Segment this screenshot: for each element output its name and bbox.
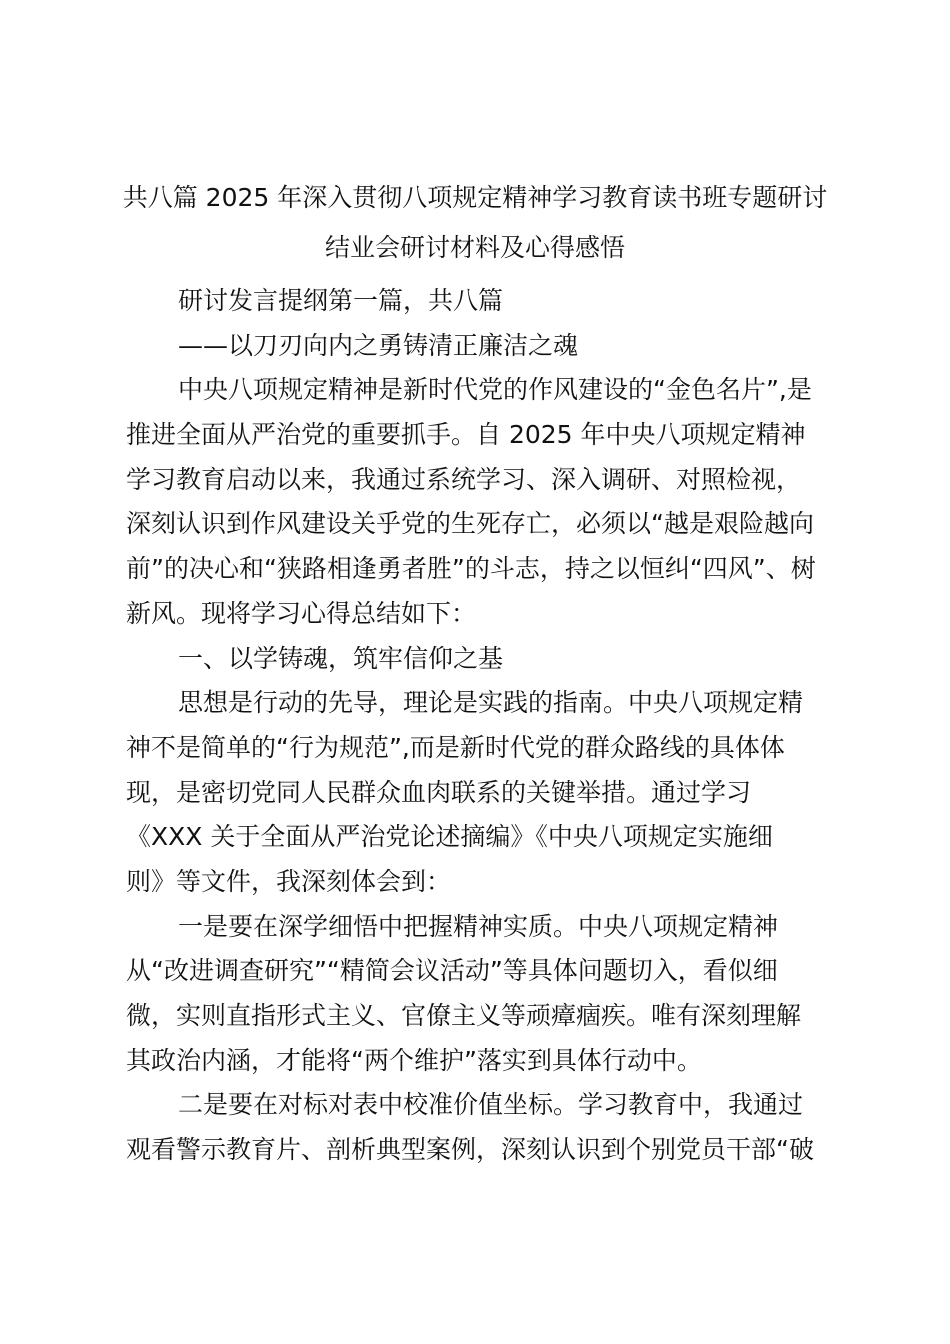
- paragraph-line: 其政治内涵，才能将“两个维护”落实到具体行动中。: [126, 1045, 702, 1075]
- section-heading: ——以刀刃向内之勇铸清正廉洁之魂: [178, 330, 579, 360]
- paragraph-line: 神不是简单的“行为规范”,而是新时代党的群众路线的具体体: [126, 732, 785, 762]
- paragraph-line: 则》等文件，我深刻体会到：: [126, 866, 452, 896]
- document-body: [126, 279, 836, 1173]
- paragraph-line: 从“改进调查研究”“精简会议活动”等具体问题切入，看似细: [126, 956, 778, 986]
- paragraph-line: 深刻认识到作风建设关乎党的生死存亡，必须以“越是艰险越向: [126, 509, 814, 539]
- document-title-line-1: 共八篇 2025 年深入贯彻八项规定精神学习教育读书班专题研讨: [122, 183, 828, 212]
- paragraph-line: 一是要在深学细悟中把握精神实质。中央八项规定精神: [178, 911, 779, 941]
- paragraph-line: 二是要在对标对表中校准价值坐标。学习教育中，我通过: [178, 1090, 804, 1120]
- paragraph-line: 学习教育启动以来，我通过系统学习、深入调研、对照检视，: [126, 464, 802, 494]
- paragraph-line: 推进全面从严治党的重要抓手。自 2025 年中央八项规定精神: [126, 420, 806, 450]
- paragraph-line: 《XXX 关于全面从严治党论述摘编》《中央八项规定实施细: [126, 822, 773, 852]
- document-title-line-2: 结业会研讨材料及心得感悟: [324, 233, 625, 262]
- paragraph-line: 微，实则直指形式主义、官僚主义等顽瘴痼疾。唯有深刻理解: [126, 1001, 802, 1030]
- section-subtitle: 研讨发言提纲第一篇，共八篇: [178, 286, 504, 315]
- paragraph-line: 新风。现将学习心得总结如下：: [126, 598, 477, 628]
- paragraph-line: 现，是密切党同人民群众血肉联系的关键举措。通过学习: [126, 777, 752, 807]
- paragraph-line: 观看警示教育片、剖析典型案例，深刻认识到个别党员干部“破: [126, 1135, 814, 1165]
- paragraph-line: 中央八项规定精神是新时代党的作风建设的“金色名片”,是: [178, 375, 812, 405]
- paragraph-line: 思想是行动的先导，理论是实践的指南。中央八项规定精: [178, 688, 804, 718]
- paragraph-line: 前”的决心和“狭路相逢勇者胜”的斗志，持之以恒纠“四风”、树: [126, 554, 816, 584]
- section-heading: 一、以学铸魂，筑牢信仰之基: [178, 643, 504, 673]
